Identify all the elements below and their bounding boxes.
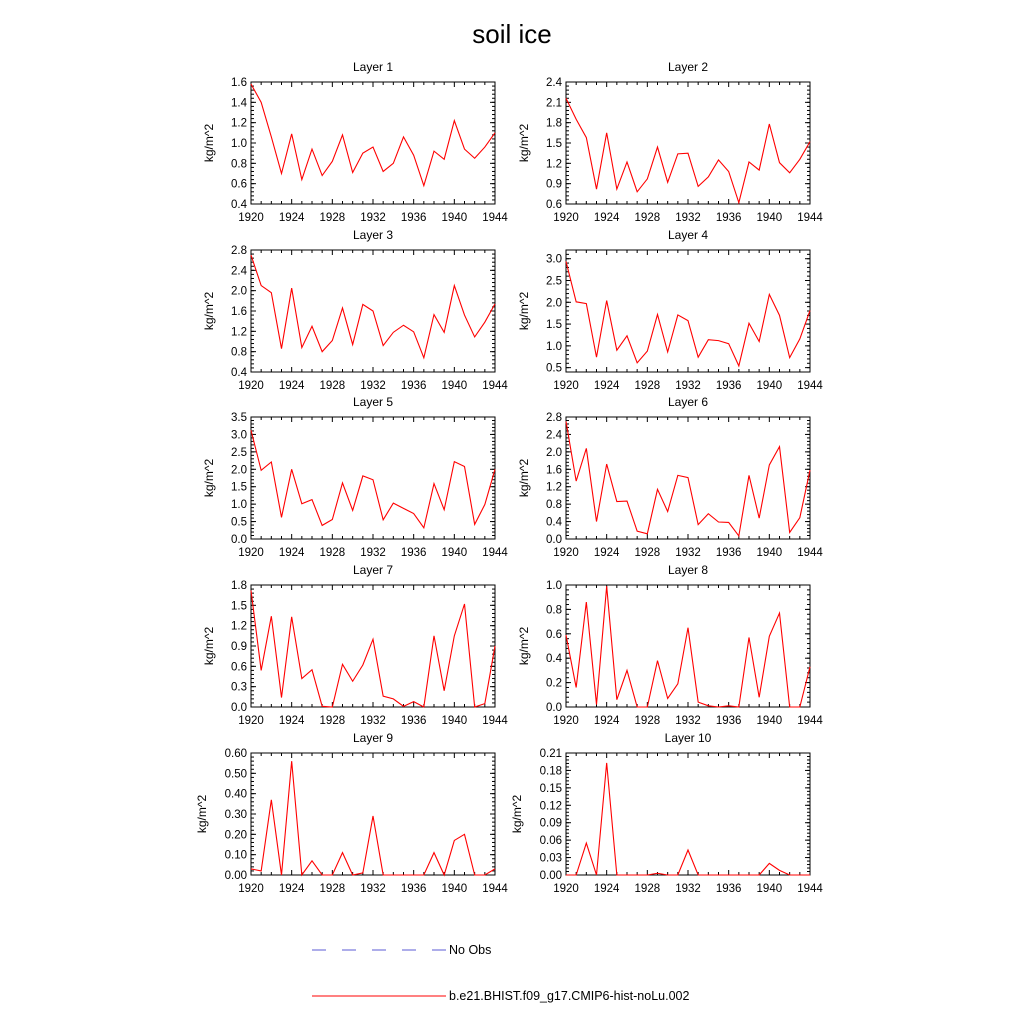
x-tick-label: 1920 [553, 715, 579, 727]
x-tick-label: 1924 [593, 715, 620, 727]
y-axis-label: kg/m^2 [202, 291, 216, 331]
y-tick-label: 1.2 [546, 481, 562, 494]
plot-frame [566, 585, 810, 707]
y-tick-label: 0.0 [546, 534, 562, 546]
y-axis-label: kg/m^2 [517, 291, 531, 331]
y-tick-label: 0.00 [539, 870, 562, 882]
x-tick-label: 1940 [756, 380, 783, 392]
x-tick-label: 1936 [400, 883, 427, 895]
legend-obs-label: No Obs [449, 943, 492, 957]
x-tick-label: 1932 [675, 380, 701, 392]
x-tick-label: 1944 [482, 212, 508, 224]
panel-layer-5 [202, 395, 508, 559]
x-tick-label: 1924 [278, 380, 305, 392]
x-tick-label: 1944 [482, 380, 508, 392]
series-line [251, 84, 495, 186]
y-tick-label: 1.6 [231, 306, 247, 318]
y-tick-label: 0.3 [231, 681, 247, 694]
y-tick-label: 0.10 [224, 849, 247, 862]
x-tick-label: 1920 [238, 212, 264, 224]
x-tick-label: 1928 [634, 380, 661, 392]
y-tick-label: 0.0 [546, 702, 562, 714]
x-tick-label: 1936 [400, 380, 427, 392]
x-tick-label: 1936 [715, 212, 742, 224]
y-axis-label: kg/m^2 [202, 458, 216, 498]
y-axis-label: kg/m^2 [517, 458, 531, 498]
x-tick-label: 1936 [400, 715, 427, 727]
y-axis-label: kg/m^2 [202, 123, 216, 163]
x-tick-label: 1928 [634, 547, 661, 559]
x-tick-label: 1936 [715, 883, 742, 895]
y-tick-label: 2.4 [546, 77, 562, 89]
y-tick-label: 2.8 [546, 412, 562, 424]
x-tick-label: 1928 [319, 715, 346, 727]
x-tick-label: 1932 [675, 212, 701, 224]
y-tick-label: 0.15 [539, 782, 562, 795]
y-tick-label: 2.4 [231, 265, 247, 278]
y-axis-label: kg/m^2 [195, 794, 209, 834]
x-tick-label: 1940 [441, 380, 468, 392]
y-tick-label: 3.5 [231, 412, 247, 424]
series-line [251, 590, 495, 707]
x-tick-label: 1936 [400, 547, 427, 559]
series-line [566, 261, 810, 366]
panel-title: Layer 6 [667, 395, 709, 409]
x-tick-label: 1928 [319, 380, 346, 392]
plot-frame [251, 417, 495, 539]
y-tick-label: 0.0 [231, 534, 247, 546]
y-tick-label: 0.2 [546, 677, 562, 690]
x-tick-label: 1940 [441, 883, 468, 895]
panel-title: Layer 10 [664, 731, 712, 745]
x-tick-label: 1944 [797, 380, 823, 392]
x-tick-label: 1924 [278, 212, 305, 224]
panel-layer-4 [517, 228, 823, 392]
panel-title: Layer 5 [352, 395, 394, 409]
x-tick-label: 1932 [675, 883, 701, 895]
y-tick-label: 0.4 [546, 653, 562, 666]
y-tick-label: 1.2 [231, 117, 247, 130]
y-tick-label: 0.4 [231, 367, 247, 379]
x-tick-label: 1944 [797, 715, 823, 727]
y-axis-label: kg/m^2 [517, 123, 531, 163]
x-tick-label: 1920 [553, 380, 579, 392]
series-line [251, 430, 495, 528]
x-tick-label: 1936 [400, 212, 427, 224]
x-tick-label: 1936 [715, 380, 742, 392]
x-tick-label: 1924 [593, 883, 620, 895]
series-line [566, 586, 810, 707]
panel-title: Layer 2 [667, 60, 709, 74]
legend-model-label: b.e21.BHIST.f09_g17.CMIP6-hist-noLu.002 [449, 989, 690, 1003]
panel-layer-8 [517, 563, 823, 727]
y-tick-label: 2.0 [231, 464, 247, 477]
x-tick-label: 1924 [593, 547, 620, 559]
x-tick-label: 1924 [593, 212, 620, 224]
y-tick-label: 0.21 [539, 748, 562, 760]
y-tick-label: 0.8 [231, 346, 247, 359]
x-tick-label: 1920 [238, 547, 264, 559]
series-line [566, 421, 810, 536]
plot-frame [566, 753, 810, 875]
panel-layer-10 [510, 731, 823, 895]
x-tick-label: 1936 [715, 715, 742, 727]
x-tick-label: 1924 [593, 380, 620, 392]
panel-grid [195, 60, 823, 895]
x-tick-label: 1928 [319, 547, 346, 559]
y-tick-label: 1.0 [546, 340, 562, 353]
y-axis-label: kg/m^2 [202, 626, 216, 666]
x-tick-label: 1924 [278, 715, 305, 727]
y-axis-label: kg/m^2 [517, 626, 531, 666]
y-tick-label: 2.5 [546, 275, 562, 288]
x-tick-label: 1944 [797, 547, 823, 559]
x-tick-label: 1920 [553, 883, 579, 895]
y-tick-label: 1.6 [546, 464, 562, 477]
plot-frame [251, 753, 495, 875]
y-tick-label: 0.06 [539, 835, 562, 848]
y-tick-label: 0.12 [539, 800, 562, 813]
x-tick-label: 1920 [238, 715, 264, 727]
panel-layer-7 [202, 563, 508, 727]
y-tick-label: 0.00 [224, 870, 247, 882]
y-tick-label: 2.0 [546, 297, 562, 310]
x-tick-label: 1940 [441, 547, 468, 559]
x-tick-label: 1940 [441, 715, 468, 727]
panel-layer-3 [202, 228, 508, 392]
panel-title: Layer 7 [352, 563, 394, 577]
x-tick-label: 1920 [238, 380, 264, 392]
y-tick-label: 1.6 [231, 77, 247, 89]
x-tick-label: 1928 [634, 715, 661, 727]
y-tick-label: 2.4 [546, 429, 562, 442]
y-tick-label: 0.6 [546, 628, 562, 641]
series-line [566, 98, 810, 202]
y-tick-label: 2.8 [231, 245, 247, 257]
series-line [251, 255, 495, 358]
x-tick-label: 1940 [756, 715, 783, 727]
y-tick-label: 1.5 [546, 319, 562, 332]
x-tick-label: 1920 [553, 212, 579, 224]
y-tick-label: 0.9 [546, 178, 562, 191]
x-tick-label: 1944 [797, 212, 823, 224]
y-tick-label: 1.5 [231, 481, 247, 494]
series-line [251, 761, 495, 875]
y-tick-label: 0.6 [546, 199, 562, 211]
y-tick-label: 0.6 [231, 178, 247, 191]
x-tick-label: 1932 [360, 547, 386, 559]
y-tick-label: 1.8 [231, 580, 247, 592]
panel-layer-2 [517, 60, 823, 224]
y-tick-label: 1.5 [546, 138, 562, 150]
y-tick-label: 0.9 [231, 641, 247, 653]
plot-frame [251, 82, 495, 204]
x-tick-label: 1928 [319, 212, 346, 224]
y-tick-label: 0.30 [224, 809, 247, 821]
plot-frame [566, 250, 810, 372]
x-tick-label: 1940 [756, 212, 783, 224]
y-tick-label: 0.8 [546, 499, 562, 512]
y-tick-label: 1.8 [546, 117, 562, 130]
y-tick-label: 0.40 [224, 788, 247, 801]
y-tick-label: 0.20 [224, 829, 247, 842]
x-tick-label: 1924 [278, 547, 305, 559]
x-tick-label: 1940 [441, 212, 468, 224]
panel-title: Layer 4 [667, 228, 709, 242]
x-tick-label: 1928 [634, 212, 661, 224]
y-tick-label: 1.4 [231, 97, 247, 110]
x-tick-label: 1932 [675, 547, 701, 559]
y-tick-label: 0.09 [539, 817, 562, 830]
y-tick-label: 1.0 [546, 580, 562, 592]
panel-title: Layer 1 [352, 60, 394, 74]
y-tick-label: 2.5 [231, 446, 247, 459]
y-axis-label: kg/m^2 [510, 794, 524, 834]
x-tick-label: 1932 [360, 883, 386, 895]
y-tick-label: 2.0 [546, 446, 562, 459]
x-tick-label: 1932 [360, 212, 386, 224]
panel-layer-1 [202, 60, 508, 224]
y-tick-label: 1.2 [231, 620, 247, 633]
y-tick-label: 1.2 [546, 158, 562, 171]
panel-title: Layer 3 [352, 228, 394, 242]
y-tick-label: 0.03 [539, 852, 562, 865]
x-tick-label: 1944 [482, 547, 508, 559]
y-tick-label: 0.4 [231, 199, 247, 211]
series-line [566, 763, 810, 875]
plot-frame [566, 82, 810, 204]
x-tick-label: 1944 [797, 883, 823, 895]
panel-title: Layer 8 [667, 563, 709, 577]
y-tick-label: 0.6 [231, 661, 247, 674]
y-tick-label: 0.18 [539, 765, 562, 778]
y-tick-label: 1.0 [231, 138, 247, 150]
x-tick-label: 1932 [360, 715, 386, 727]
y-tick-label: 2.0 [231, 285, 247, 298]
panel-layer-6 [517, 395, 823, 559]
x-tick-label: 1928 [319, 883, 346, 895]
y-tick-label: 1.5 [231, 600, 247, 613]
y-tick-label: 3.0 [546, 253, 562, 266]
y-tick-label: 1.2 [231, 326, 247, 339]
x-tick-label: 1936 [715, 547, 742, 559]
y-tick-label: 0.5 [546, 362, 562, 375]
y-tick-label: 2.1 [546, 97, 562, 110]
x-tick-label: 1932 [675, 715, 701, 727]
y-tick-label: 0.8 [546, 604, 562, 617]
x-tick-label: 1924 [278, 883, 305, 895]
x-tick-label: 1932 [360, 380, 386, 392]
x-tick-label: 1940 [756, 883, 783, 895]
x-tick-label: 1940 [756, 547, 783, 559]
legend [312, 943, 689, 1003]
x-tick-label: 1928 [634, 883, 661, 895]
x-tick-label: 1920 [553, 547, 579, 559]
y-tick-label: 0.60 [224, 748, 247, 760]
x-tick-label: 1920 [238, 883, 264, 895]
y-tick-label: 0.5 [231, 516, 247, 529]
panel-layer-9 [195, 731, 508, 895]
y-tick-label: 1.0 [231, 499, 247, 512]
panel-title: Layer 9 [352, 731, 394, 745]
y-tick-label: 0.50 [224, 768, 247, 781]
figure-title: soil ice [472, 19, 552, 49]
x-tick-label: 1944 [482, 715, 508, 727]
y-tick-label: 0.0 [231, 702, 247, 714]
y-tick-label: 0.4 [546, 516, 562, 529]
y-tick-label: 0.8 [231, 158, 247, 171]
y-tick-label: 3.0 [231, 429, 247, 442]
x-tick-label: 1944 [482, 883, 508, 895]
